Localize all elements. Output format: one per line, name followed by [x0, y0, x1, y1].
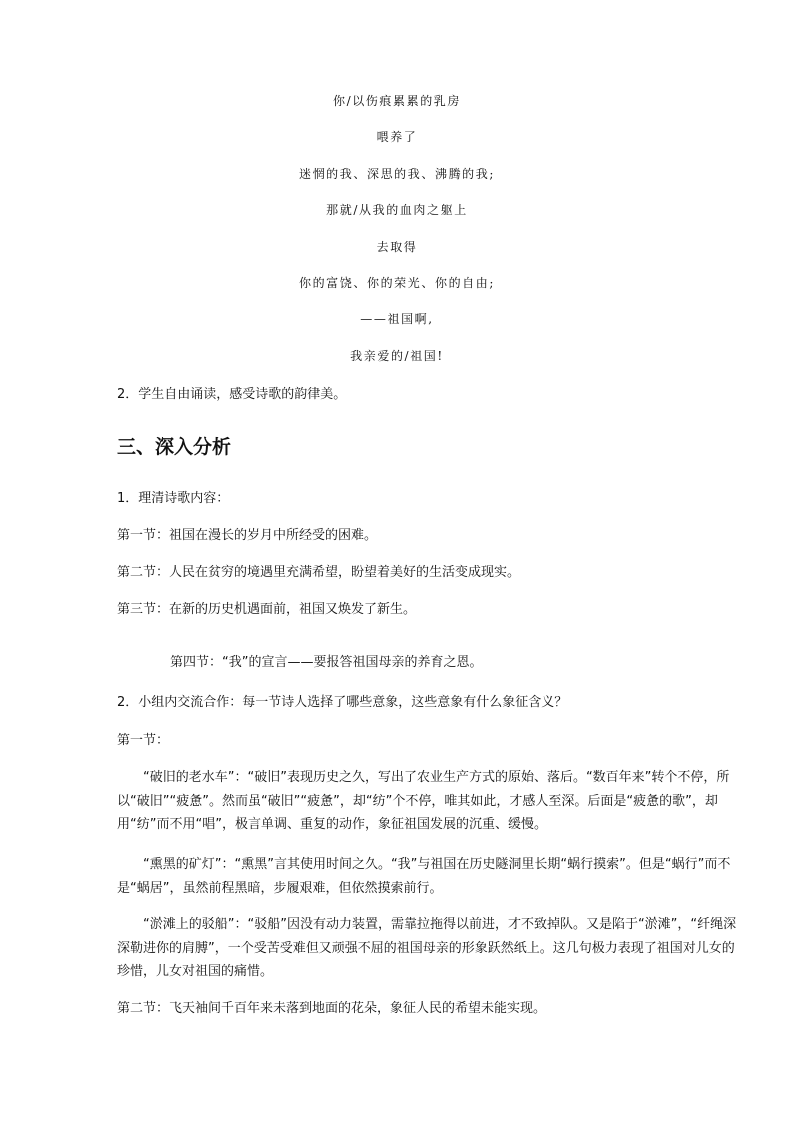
poem-line: 那就/从我的血肉之躯上: [326, 203, 468, 218]
analysis-paragraph: “熏黑的矿灯”：“熏黑”言其使用时间之久。“我”与祖国在历史隧洞里长期“蜗行摸索”。但是“蜗行”而不是“蜗居”，虽然前程黑暗，步履艰难，但依然摸索前行。: [117, 857, 731, 896]
poem-line: 你/以伤痕累累的乳房: [332, 94, 462, 108]
group-instruction: 2．小组内交流合作：每一节诗人选择了哪些意象，这些意象有什么象征含义？: [117, 695, 568, 710]
poem-line: 喂养了: [376, 130, 418, 145]
section-summary: 第三节：在新的历史机遇面前，祖国又焕发了新生。: [117, 602, 417, 617]
section-summary: 第一节：祖国在漫长的岁月中所经受的困难。: [117, 528, 378, 543]
poem-line: 去取得: [376, 239, 418, 254]
analysis-paragraph: “破旧的老水车”：“破旧”表现历史之久，写出了农业生产方式的原始、落后。“数百年来”转个不停，所以“破旧”“疲惫”。然而虽“破旧”“疲惫”，却“纺”个不停，唯其如此，才感人至深。后面是“疲惫的歌”，却用“纺”而不用“唱”，极言单调、重复的动作，象征祖国发展的沉重、缓慢。: [117, 770, 730, 832]
recite-instruction: 2．学生自由诵读，感受诗歌的韵律美。: [117, 387, 347, 402]
section-summary: 第四节：“我”的宣言——要报答祖国母亲的养育之恩。: [170, 655, 483, 670]
analysis-paragraph: “淤滩上的驳船”：“驳船”因没有动力装置，需靠拉拖得以前进，才不致掉队。又是陷于“淤滩”，“纤绳深深勒进你的肩膊”，一个受苦受难但又顽强不屈的祖国母亲的形象跃然纸上。这几句极力表现了祖国对儿女的珍惜，儿女对祖国的痛惜。: [117, 917, 737, 979]
poem-line: 我亲爱的/祖国!: [350, 348, 444, 363]
section-summary: 第二节：人民在贫穷的境遇里充满希望，盼望着美好的生活变成现实。: [117, 565, 521, 580]
poem-line: 迷惘的我、深思的我、沸腾的我;: [298, 166, 496, 181]
poem-excerpt: [0, 92, 794, 383]
section-heading: 三、深入分析: [117, 436, 232, 458]
section-summary: 第二节：飞天袖间千百年来未落到地面的花朵，象征人民的希望未能实现。: [117, 1001, 547, 1016]
section-label: 第一节：: [117, 733, 170, 748]
content-instruction: 1．理清诗歌内容：: [117, 491, 230, 506]
poem-line: 你的富饶、你的荣光、你的自由;: [298, 275, 496, 290]
poem-line: ——祖国啊,: [360, 312, 434, 327]
